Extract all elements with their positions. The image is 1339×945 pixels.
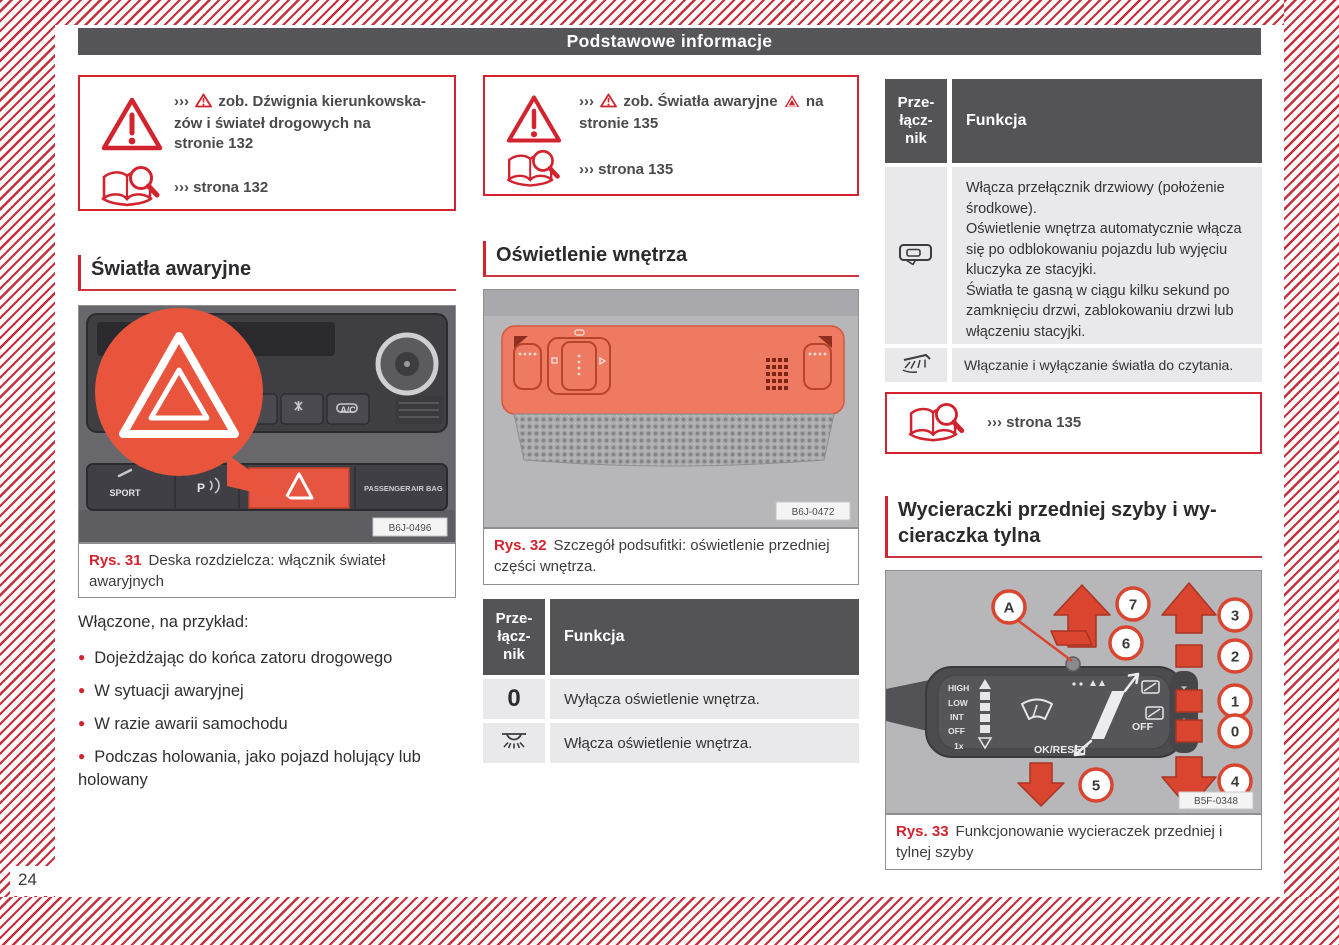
chevrons: ››› [174, 93, 189, 110]
striped-border-left [0, 0, 55, 897]
svg-text:0: 0 [1230, 723, 1240, 741]
figure-dashboard-hazard-switch [78, 305, 456, 543]
section-heading-interior-light: Oświetlenie wnętrza [483, 241, 859, 277]
ref-line: stronie 135 [579, 115, 659, 132]
bullet-dot: ● [78, 683, 86, 697]
chapter-header: Podstawowe informacje [78, 28, 1261, 55]
ref-line: zów i świateł drogowych na [174, 115, 371, 132]
page-ref-text: strona 135 [598, 161, 674, 178]
stalk-label-int: INT [950, 712, 964, 722]
reading-light-icon [898, 352, 934, 379]
hazard-triangle-inline-icon [784, 94, 800, 114]
figure-caption-33 [885, 814, 1262, 870]
warning-triangle-icon [100, 95, 164, 158]
book-magnifier-icon [501, 149, 563, 196]
light-lens [514, 414, 834, 466]
caption-label: Rys. 31 [89, 552, 142, 569]
svg-text:2: 2 [1230, 648, 1240, 666]
page-ref-text: strona 132 [193, 179, 269, 196]
bullet-dot: ● [78, 650, 86, 664]
section-heading-wipers: Wycieraczki przedniej szyby i wy- cieraczka tylna [885, 496, 1262, 558]
section-heading-hazard-lights: Światła awaryjne [78, 255, 456, 291]
switch-cell-off: 0 [483, 679, 545, 719]
figure-code: B6J-0496 [388, 523, 432, 534]
stalk-label-1x: 1x [954, 741, 964, 751]
switch-cell-reading-light [885, 348, 947, 382]
page-reference [579, 160, 673, 180]
parking-sensor-button-label: P [196, 481, 206, 495]
striped-border-right [1284, 0, 1339, 897]
caption-text: Deska rozdzielcza: włącznik świateł awaryjnych [89, 552, 386, 590]
figure-wiper-stalk [885, 570, 1262, 814]
ref-line: zob. Dźwignia kierunkowska- [218, 93, 426, 110]
bullet-list [78, 646, 460, 801]
stalk-label-high: HIGH [948, 683, 970, 693]
svg-text:7: 7 [1128, 596, 1138, 614]
book-magnifier-icon [96, 165, 162, 216]
page-number: 24 [18, 870, 37, 889]
bullet-dot: ● [78, 749, 86, 763]
svg-text:3: 3 [1230, 607, 1240, 625]
passenger-label: PASSENGER [364, 484, 411, 493]
door-contact-icon [898, 241, 934, 270]
ref-line: stronie 132 [174, 135, 254, 152]
chevrons: ››› [174, 179, 189, 196]
page-number-area [10, 866, 60, 896]
right-light-button [804, 344, 831, 389]
table-header-function: Funkcja [550, 599, 859, 675]
caption-label: Rys. 33 [896, 823, 949, 840]
function-cell: Włączanie i wyłączanie światła do czytania. [952, 348, 1262, 382]
left-light-button [514, 344, 541, 389]
intro-text: Włączone, na przykład: [78, 613, 249, 631]
book-magnifier-icon [903, 402, 967, 451]
airbag-label: AIR BAG [411, 484, 443, 493]
caption-label: Rys. 32 [494, 537, 547, 554]
chevrons: ››› [579, 93, 594, 110]
figure-caption-31 [78, 543, 456, 598]
switch-cell-light [483, 723, 545, 763]
function-cell: Włącza przełącznik drzwiowy (położenie środkowe). Oświetlenie wnętrza automatycznie włącza się po odblokowaniu pojazdu lub wyjęciu kluczyka ze stacyjki. Światła te gasną w ciągu kilku sekund po zamknięciu drzwi, zablokowaniu drzwi lub włączeniu stacyjki. [952, 167, 1262, 344]
figure-caption-32 [483, 528, 859, 585]
striped-border-bottom [0, 897, 1339, 945]
table-header-switch: Prze- łącz- nik [885, 79, 947, 163]
reference-box-1 [78, 75, 456, 211]
switch-cell-door-contact [885, 167, 947, 344]
reference-box-3 [885, 392, 1262, 454]
sport-button-label: SPORT [109, 488, 141, 498]
chevrons: ››› [987, 414, 1002, 431]
interior-light-icon [499, 731, 529, 755]
ac-button-label: A/C [340, 405, 356, 415]
caption-text: Szczegół podsufitki: oświetlenie przedniej części wnętrza. [494, 537, 830, 575]
striped-border-top [0, 0, 1339, 25]
warning-triangle-inline-icon [195, 93, 212, 114]
list-item: ● W razie awarii samochodu [78, 715, 288, 733]
slider-button [562, 342, 596, 390]
stalk-label-off-lever: OFF [1132, 721, 1153, 733]
svg-text:5: 5 [1091, 777, 1101, 795]
page-ref-text: strona 135 [1006, 414, 1082, 431]
page-reference [174, 178, 268, 198]
function-cell: Włącza oświetlenie wnętrza. [550, 723, 859, 763]
table-header-switch: Prze- łącz- nik [483, 599, 545, 675]
cross-reference-text [579, 92, 851, 134]
figure-overhead-console [483, 289, 859, 528]
page-reference [987, 413, 1081, 433]
list-item: ● Podczas holowania, jako pojazd holujący lub holowany [78, 748, 421, 789]
svg-text:6: 6 [1121, 635, 1131, 653]
function-cell: Wyłącza oświetlenie wnętrza. [550, 679, 859, 719]
svg-text:4: 4 [1230, 773, 1240, 791]
figure-code: B6J-0472 [791, 507, 835, 518]
list-item: ● Dojeżdżając do końca zatoru drogowego [78, 649, 393, 667]
svg-text:A: A [1003, 599, 1015, 617]
reference-box-2 [483, 75, 859, 196]
stalk-label-low: LOW [948, 698, 968, 708]
stalk-label-off: OFF [948, 726, 965, 736]
chevrons: ››› [579, 161, 594, 178]
ref-line: na [805, 93, 824, 110]
svg-text:1: 1 [1230, 693, 1240, 711]
list-item: ● W sytuacji awaryjnej [78, 682, 244, 700]
figure-code: B5F-0348 [1194, 796, 1238, 807]
cross-reference-text [174, 92, 449, 154]
ref-line: zob. Światła awaryjne [623, 93, 778, 110]
caption-text: Funkcjonowanie wycieraczek przedniej i tylnej szyby [896, 823, 1223, 861]
warning-triangle-inline-icon [600, 93, 617, 114]
stalk-label-ok-reset: OK/RESET [1034, 744, 1088, 756]
warning-triangle-icon [505, 93, 563, 150]
bullet-dot: ● [78, 716, 86, 730]
table-header-function: Funkcja [952, 79, 1262, 163]
